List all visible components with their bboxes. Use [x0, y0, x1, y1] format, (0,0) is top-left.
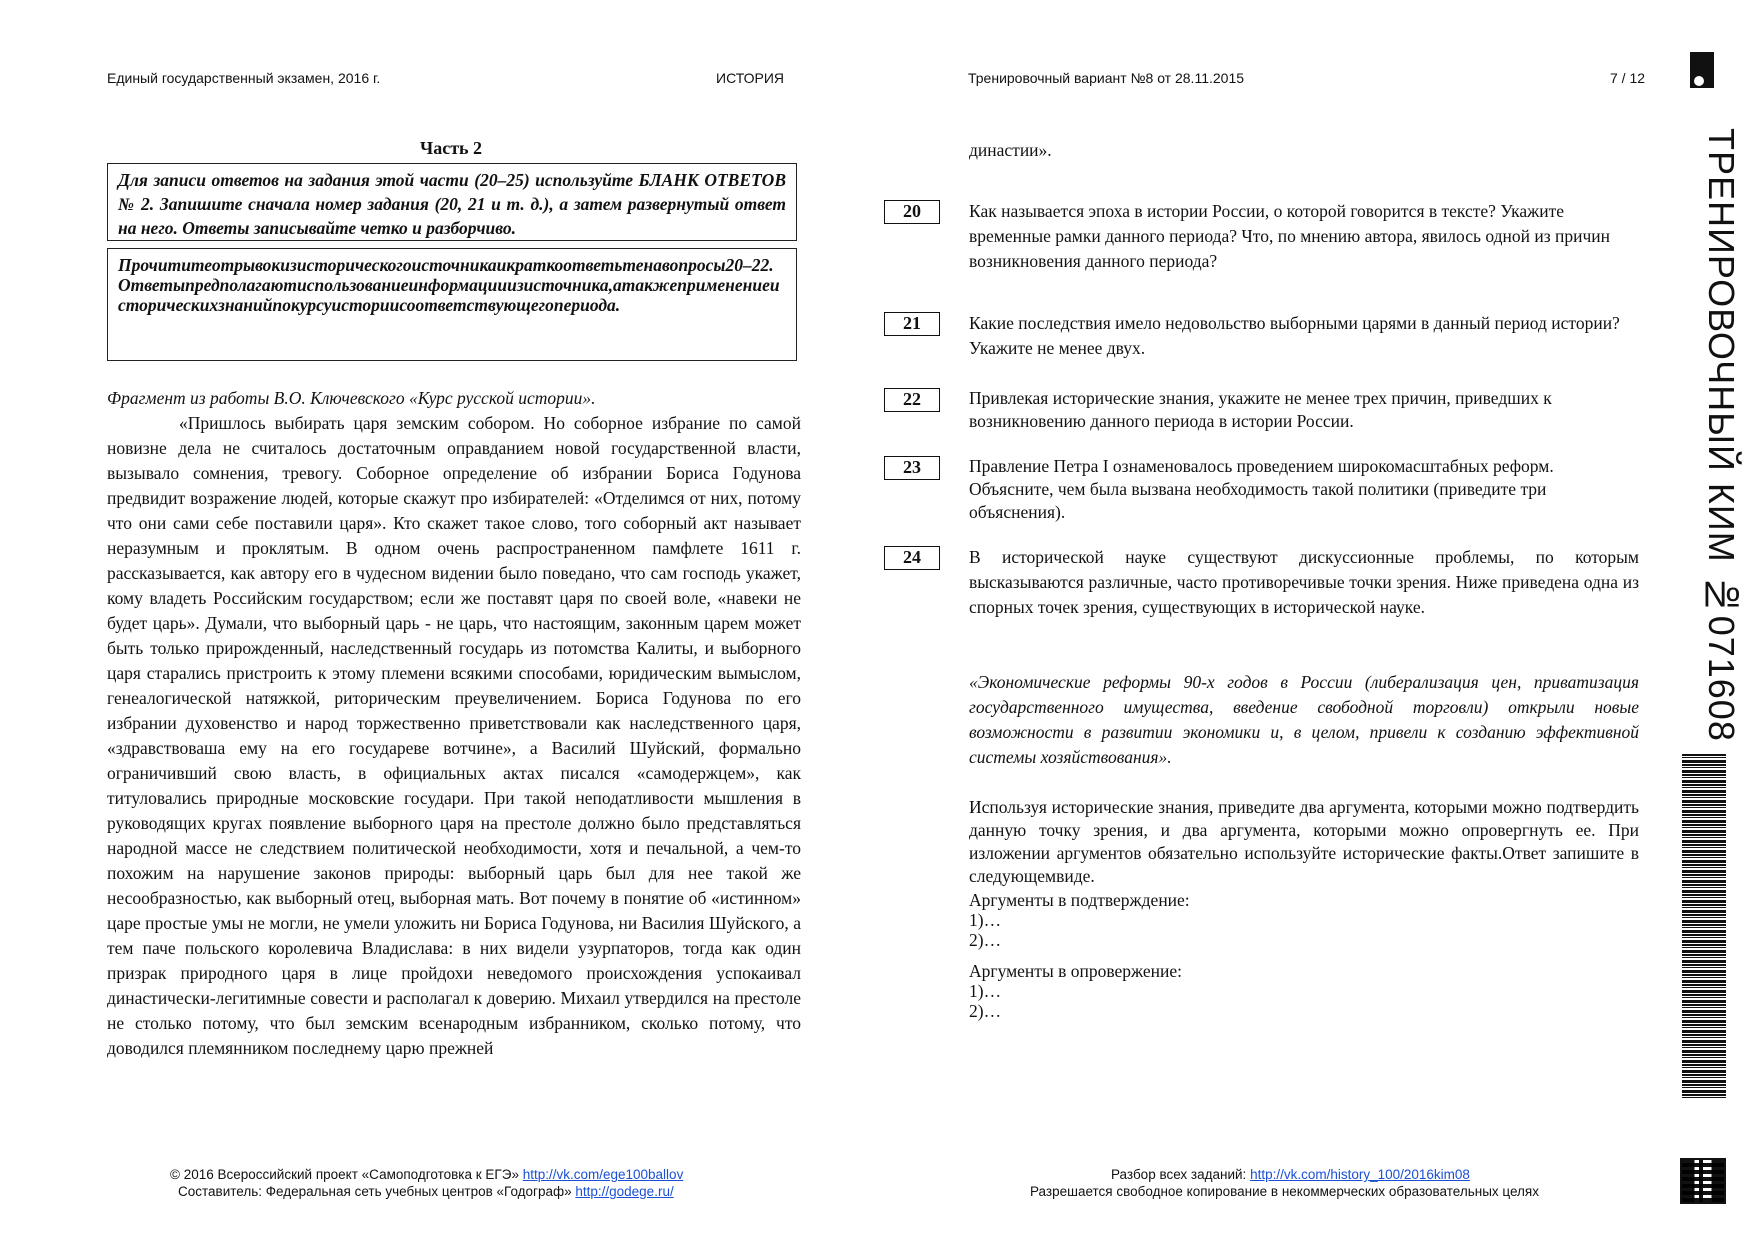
source-text: «Пришлось выбирать царя земским собором. Но соборное избрание по самой новизне дела не считалось достаточным оправданием новой государственной власти, вызывало сомнения, тревогу. Соборное определение об избрании Бориса Годунова предвидит возражение людей, которые скажут про избирателей: «Отделимся от них, потому что они сами себе поставили царя». Кто скажет такое слово, того соборный акт называет неразумным и проклятым. В одном очень распространенном памфлете 1611 г. рассказывается, как автору его в чудесном видении было поведано, что сам господь укажет, кому владеть Российским государством; если же поставят царя по своей воле, «навеки не будет царь». Думали, что выборный царь - не царь, что настоящим, законным царем может быть только прирожденный, наследственный государь из потомства Калиты, и выборного царя старались пристроить к этому племени всякими способами, юридическим вымыслом, генеалогической натяжкой, риторическим преувеличением. Бориса Годунова по его избрании духовенство и народ торжественно приветствовали как наследственного царя, «здравствоваша ему на его государеве вотчине», а Василий Шуйский, формально ограничивший свою власть, в официальных актах писался «самодержцем», как титуловались природные московские государи. При такой неподатливости мышления в руководящих кругах появление выборного царя на престоле должно было представляться народной массе не следствием политической необходимости, хотя и печальной, а чем-то похожим на нарушение законов природы: выборный царь был для нее такой же несообразностью, как выборный отец, выборная мать. Вот почему в понятие об «истинном» царе простые умы не могли, не умели уложить ни Бориса Годунова, ни Василия Шуйского, а тем паче польского королевича Владислава: в них видели узурпаторов, тогда как один призрак природного царя в лице пройдохи неведомого происхождения успокаивал династически-легитимные совести и располагал к доверию. Михаил утвердился на престоле не столько потому, что был земским всенародным избранником, сколько потому, что доводился племянником последнему царю прежней: [107, 413, 801, 1058]
footer-author: [178, 1184, 674, 1199]
question-text-20: Как называется эпоха в истории России, о которой говорится в тексте? Укажите временные рамки данного периода? Что, по мнению автора, явилось одной из причин возникновения данного периода?: [969, 201, 1610, 271]
footer-link-godege[interactable]: http://godege.ru/: [575, 1184, 674, 1199]
side-label: ТРЕНИРОВОЧНЫЙ КИМ №071608: [1701, 128, 1742, 742]
disputed-quote: «Экономические реформы 90-х годов в России (либерализация цен, приватизация государственного имущества, введение свободной торговли) открыли новые возможности в развитии экономики и, в целом, привели к созданию эффективной системы хозяйствования».: [969, 672, 1639, 767]
header-exam-title: Единый государственный экзамен, 2016 г.: [107, 70, 381, 86]
footer-link-vk-ege[interactable]: http://vk.com/ege100ballov: [522, 1167, 684, 1182]
task-instructions: Используя исторические знания, приведите два аргумента, которыми можно подтвердить данную точку зрения, и два аргумента, которыми можно опровергнуть ее. При изложении аргументов обязательно используйте исторические факты.Ответ запишите в следующемвиде.: [969, 797, 1639, 886]
instruction-box: Для записи ответов на задания этой части (20–25) используйте БЛАНК ОТВЕТОВ № 2. Запишите сначала номер задания (20, 21 и т. д.), а затем развернутый ответ на него. Ответы записывайте четко и разборчиво.: [107, 163, 797, 241]
args-confirm-item-2: 2)…: [969, 930, 1002, 950]
question-text-24: В исторической науке существуют дискуссионные проблемы, по которым высказываются различные, часто противоречивые точки зрения. Ниже приведена одна из спорных точек зрения, существующих в исторической науке.: [969, 547, 1639, 617]
footer-author-text: Составитель: Федеральная сеть учебных центров «Годограф»: [178, 1184, 576, 1199]
question-text-22: Привлекая исторические знания, укажите не менее трех причин, приведших к возникновению данного периода в истории России.: [969, 388, 1552, 431]
args-confirm-title: Аргументы в подтверждение:: [969, 890, 1190, 910]
args-confirm-item-1: 1)…: [969, 910, 1002, 930]
source-title: Фрагмент из работы В.О. Ключевского «Курс русской истории».: [107, 388, 596, 408]
header-page-number: 7 / 12: [1610, 70, 1646, 86]
header-subject: ИСТОРИЯ: [716, 70, 785, 86]
question-number-24: 24: [884, 546, 940, 570]
part-title: Часть 2: [420, 138, 483, 158]
question-text-23: Правление Петра I ознаменовалось проведением широкомасштабных реформ. Объясните, чем была вызвана необходимость такой политики (приведите три объяснения).: [969, 456, 1554, 522]
footer-solutions: [1111, 1167, 1470, 1182]
footer-copyright: [170, 1167, 683, 1182]
reading-instruction-box: Прочититеотрывокизисторическогоисточникаикраткоответьтенавопросы20–22.Ответыпредполагаютиспользованиеинформацииизисточника,атакжеприменениеисторическихзнанийпокурсуисториисоответствующегопериода.: [107, 248, 797, 361]
question-number-23: 23: [884, 456, 940, 480]
question-number-21: 21: [884, 312, 940, 336]
footer-copyright-text: © 2016 Всероссийский проект «Самоподготовка к ЕГЭ»: [170, 1167, 523, 1182]
footer-link-history[interactable]: http://vk.com/history_100/2016kim08: [1250, 1167, 1470, 1182]
header-variant: Тренировочный вариант №8 от 28.11.2015: [968, 70, 1245, 86]
question-number-22: 22: [884, 388, 940, 412]
question-number-20: 20: [884, 200, 940, 224]
args-refute-title: Аргументы в опровержение:: [969, 961, 1182, 981]
args-refute-item-2: 2)…: [969, 1001, 1002, 1021]
barcode-icon: [1682, 754, 1726, 1100]
args-refute-item-1: 1)…: [969, 981, 1002, 1001]
source-continuation: династии».: [969, 140, 1052, 160]
footer-solutions-text: Разбор всех заданий:: [1111, 1167, 1251, 1182]
question-text-21: Какие последствия имело недовольство выборными царями в данный период истории? Укажите не менее двух.: [969, 313, 1620, 358]
logo-dot-icon: [1694, 76, 1704, 86]
footer-license: Разрешается свободное копирование в некоммерческих образовательных целях: [1030, 1184, 1539, 1199]
qr-code-icon: [1680, 1158, 1726, 1204]
